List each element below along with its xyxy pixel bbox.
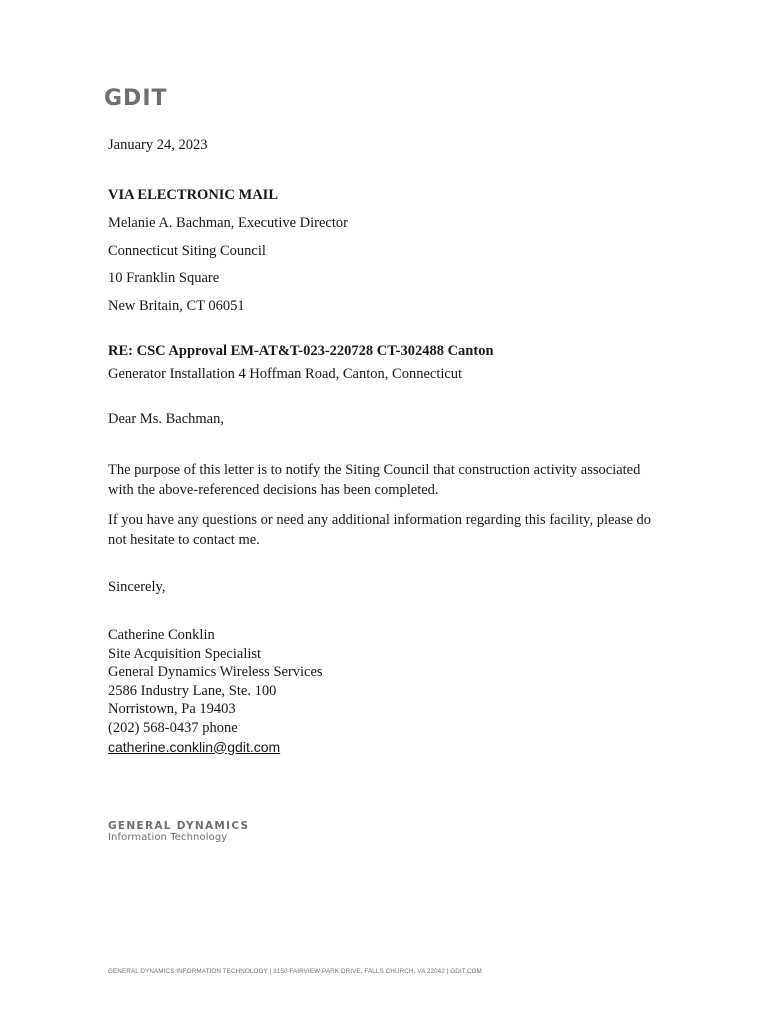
body-paragraph: If you have any questions or need any additional information regarding this facility, please do not hesitate to contact me.: [108, 512, 652, 548]
signature-block: [108, 626, 323, 757]
general-dynamics-logo: [108, 820, 249, 844]
signer-company: General Dynamics Wireless Services: [108, 664, 323, 681]
letter-date: January 24, 2023: [108, 137, 208, 153]
salutation: Dear Ms. Bachman,: [108, 411, 224, 427]
signer-address-line1: 2586 Industry Lane, Ste. 100: [108, 682, 277, 699]
signer-phone: (202) 568-0437 phone: [108, 719, 238, 736]
delivery-method: VIA ELECTRONIC MAIL: [108, 187, 278, 203]
body-paragraph: The purpose of this letter is to notify the Siting Council that construction activity associated with the above-referenced decisions has been completed.: [108, 462, 641, 498]
recipient-line: Connecticut Siting Council: [108, 243, 266, 259]
re-line: RE: CSC Approval EM-AT&T-023-220728 CT-302488 Canton: [108, 343, 494, 359]
gdit-logo: GDIT: [104, 86, 168, 111]
recipient-line: New Britain, CT 06051: [108, 298, 245, 314]
re-subline: Generator Installation 4 Hoffman Road, Canton, Connecticut: [108, 366, 463, 382]
signer-address-line2: Norristown, Pa 19403: [108, 701, 236, 718]
gd-logo-subtitle: Information Technology: [108, 832, 228, 843]
closing: Sincerely,: [108, 579, 166, 595]
recipient-line: Melanie A. Bachman, Executive Director: [108, 215, 348, 231]
recipient-line: 10 Franklin Square: [108, 270, 220, 286]
signer-title: Site Acquisition Specialist: [108, 645, 262, 662]
gd-logo-name: GENERAL DYNAMICS: [108, 820, 250, 832]
signer-name: Catherine Conklin: [108, 627, 215, 643]
signer-email-link[interactable]: catherine.conklin@gdit.com: [108, 738, 281, 755]
page-footer: GENERAL DYNAMICS INFORMATION TECHNOLOGY | 3150 FAIRVIEW PARK DRIVE, FALLS CHURCH, VA 22042 | GDIT.COM: [108, 968, 482, 975]
